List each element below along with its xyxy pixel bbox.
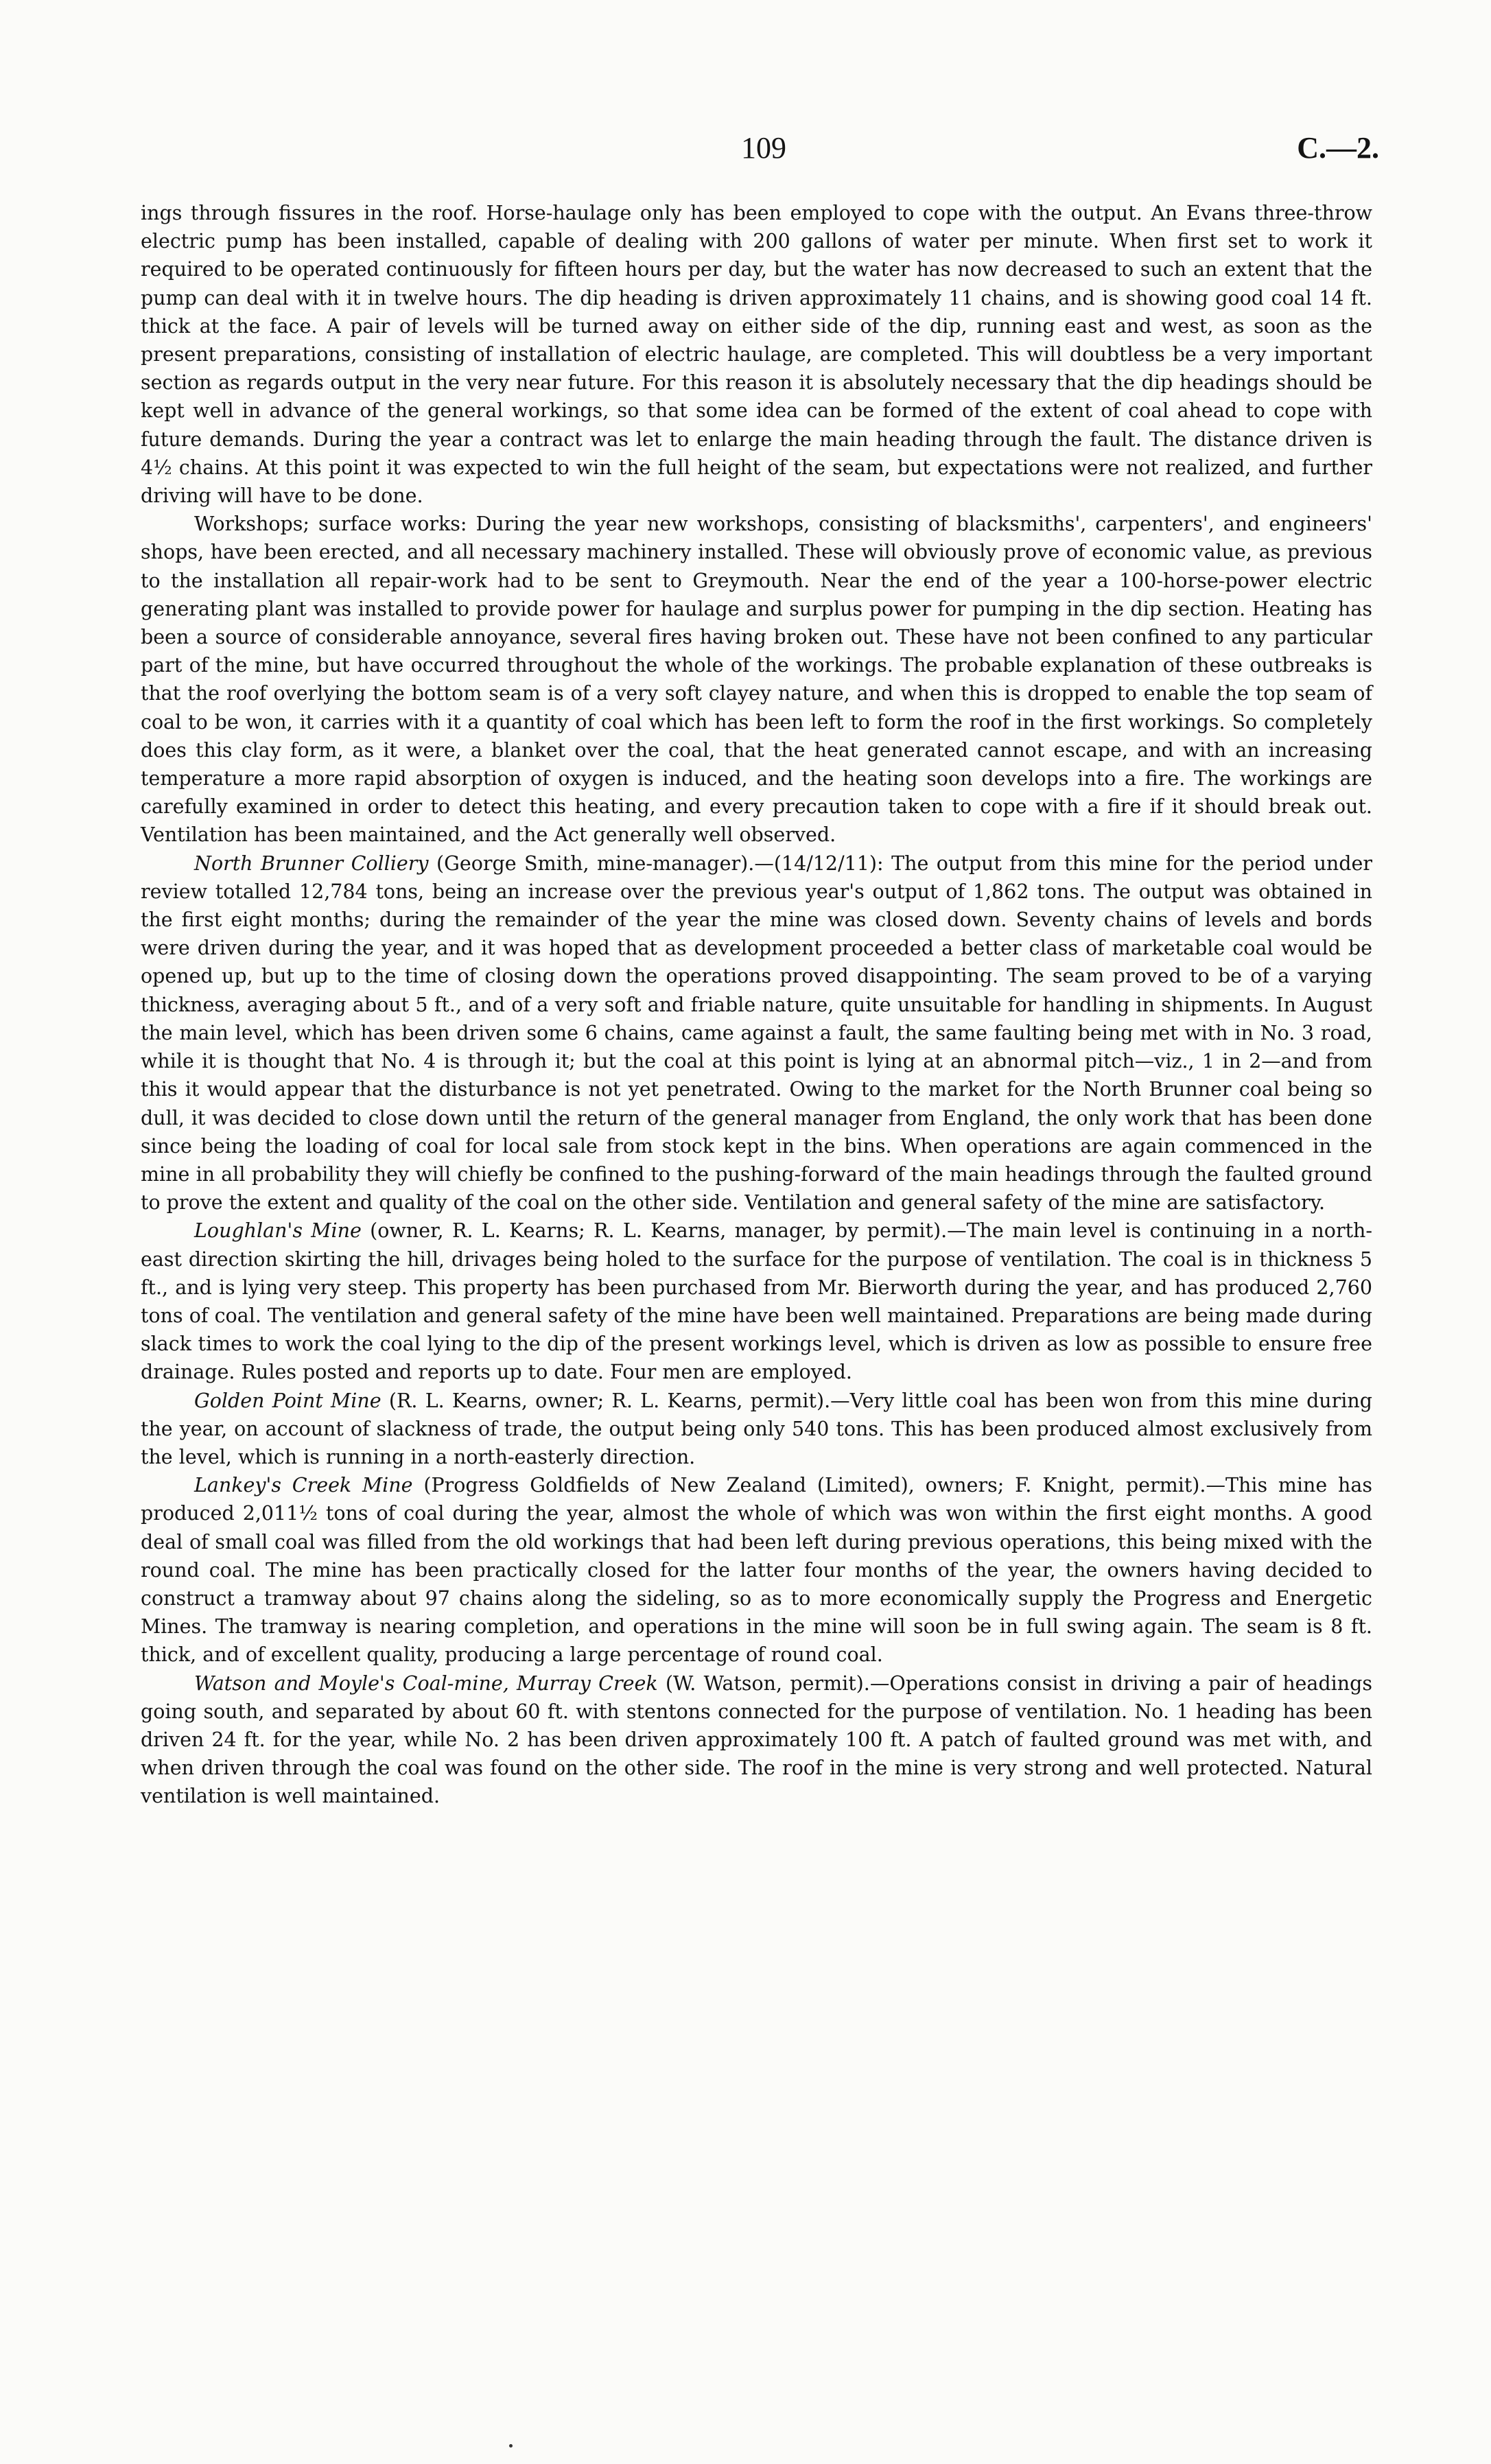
- paragraph-workshops: [141, 510, 1372, 849]
- page-header: [137, 130, 1379, 178]
- mine-heading: Loughlan's Mine: [194, 1219, 362, 1243]
- paragraph-text: Workshops; surface works: During the year new workshops, consisting of blacksmiths', carpenters', and engineers' shops, have been erected, and all necessary machinery installed. These will obviously prove of economic value, as previous to the installation all repair-work had to be sent to Greymouth. Near the end of the year a 100-horse-power electric generating plant was installed to provide power for haulage and surplus power for pumping in the dip section. Heating has been a source of considerable annoyance, several fires having broken out. These have not been confined to any particular part of the mine, but have occurred throughout the whole of the workings. The probable explanation of these outbreaks is that the roof overlying the bottom seam is of a very soft clayey nature, and when this is dropped to enable the top seam of coal to be won, it carries with it a quantity of coal which has been left to form the roof in the first workings. So completely does this clay form, as it were, a blanket over the coal, that the heat generated cannot escape, and with an increasing temperature a more rapid absorption of oxygen is induced, and the heating soon develops into a fire. The workings are carefully examined in order to detect this heating, and every precaution taken to cope with a fire if it should break out. Ventilation has been maintained, and the Act generally well observed.: [141, 513, 1372, 847]
- paragraph-text: (Progress Goldfields of New Zealand (Limited), owners; F. Knight, permit).—This mine has produced 2,011½ tons of coal during the year, almost the whole of which was won within the first eight months. A good deal of small coal was filled from the old workings that had been left during previous operations, this being mixed with the round coal. The mine has been practically closed for the latter four months of the year, the owners having decided to construct a tramway about 97 chains along the sideling, so as to more economically supply the Progress and Energetic Mines. The tramway is nearing completion, and operations in the mine will soon be in full swing again. The seam is 8 ft. thick, and of excellent quality, producing a large percentage of round coal.: [141, 1474, 1373, 1667]
- mine-heading: Golden Point Mine: [194, 1389, 381, 1412]
- paragraph-text: (owner, R. L. Kearns; R. L. Kearns, manager, by permit).—The main level is continuing in a north-east direction skirting the hill, drivages being holed to the surface for the purpose of ventilation. The coal is in thickness 5 ft., and is lying very steep. This property has been purchased from Mr. Bierworth during the year, and has produced 2,760 tons of coal. The ventilation and general safety of the mine have been well maintained. Preparations are being made during slack times to work the coal lying to the dip of the present workings level, which is driven as low as possible to ensure free drainage. Rules posted and reports up to date. Four men are employed.: [141, 1219, 1373, 1384]
- paragraph-golden-point-mine: [141, 1387, 1372, 1472]
- paragraph-continued-dip-heading: [141, 199, 1372, 510]
- paragraph-text: (George Smith, mine-manager).—(14/12/11): The output from this mine for the period under review totalled 12,784 tons, being an increase over the previous year's output of 1,862 tons. The output was obtained in the first eight months; during the remainder of the year the mine was closed down. Seventy chains of levels and bords were driven during the year, and it was hoped that as development proceeded a better class of marketable coal would be opened up, but up to the time of closing down the operations proved disappointing. The seam proved to be of a varying thickness, averaging about 5 ft., and of a very soft and friable nature, quite unsuitable for handling in shipments. In August the main level, which has been driven some 6 chains, came against a fault, the same faulting being met with in No. 3 road, while it is thought that No. 4 is through it; but the coal at this point is lying at an abnormal pitch—viz., 1 in 2—and from this it would appear that the disturbance is not yet penetrated. Owing to the market for the North Brunner coal being so dull, it was decided to close down until the return of the general manager from England, the only work that has been done since being the loading of coal for local sale from stock kept in the bins. When operations are again commenced in the mine in all probability they will chiefly be confined to the pushing-forward of the main headings through the faulted ground to prove the extent and quality of the coal on the other side. Ventilation and general safety of the mine are satisfactory.: [141, 852, 1373, 1215]
- paragraph-watson-and-moyles-coal-mine: [141, 1669, 1372, 1811]
- mine-heading: Lankey's Creek Mine: [194, 1474, 413, 1497]
- page-number: 109: [741, 131, 786, 165]
- paragraph-loughlans-mine: [141, 1217, 1372, 1386]
- mine-heading: Watson and Moyle's Coal-mine, Murray Creek: [194, 1671, 658, 1695]
- mine-heading: North Brunner Colliery: [194, 852, 429, 875]
- paragraph-text: (W. Watson, permit).—Operations consist in driving a pair of headings going south, and separated by about 60 ft. with stentons connected for the purpose of ventilation. No. 1 heading has been driven 24 ft. for the year, while No. 2 has been driven approximately 100 ft. A patch of faulted ground was met with, and when driven through the coal was found on the other side. The roof in the mine is very strong and well protected. Natural ventilation is well maintained.: [141, 1671, 1372, 1808]
- paragraph-text: (R. L. Kearns, owner; R. L. Kearns, permit).—Very little coal has been won from this mine during the year, on account of slackness of trade, the output being only 540 tons. This has been produced almost exclusively from the level, which is running in a north-easterly direction.: [141, 1389, 1373, 1468]
- paragraph-text: ings through fissures in the roof. Horse-haulage only has been employed to cope with the output. An Evans three-throw electric pump has been installed, capable of dealing with 200 gallons of water per minute. When first set to work it required to be operated continuously for fifteen hours per day, but the water has now decreased to such an extent that the pump can deal with it in twelve hours. The dip heading is driven approximately 11 chains, and is showing good coal 14 ft. thick at the face. A pair of levels will be turned away on either side of the dip, running east and west, as soon as the present preparations, consisting of installation of electric haulage, are completed. This will doubtless be a very important section as regards output in the very near future. For this reason it is absolutely necessary that the dip headings should be kept well in advance of the general workings, so that some idea can be formed of the extent of coal ahead to cope with future demands. During the year a contract was let to enlarge the main heading through the fault. The distance driven is 4½ chains. At this point it was expected to win the full height of the seam, but expectations were not realized, and further driving will have to be done.: [141, 202, 1372, 508]
- body-text: [141, 199, 1372, 1811]
- paragraph-lankeys-creek-mine: [141, 1471, 1372, 1669]
- paragraph-north-brunner-colliery: [141, 849, 1372, 1217]
- print-mark: [509, 2444, 513, 2448]
- series-reference: C.—2.: [1297, 131, 1379, 165]
